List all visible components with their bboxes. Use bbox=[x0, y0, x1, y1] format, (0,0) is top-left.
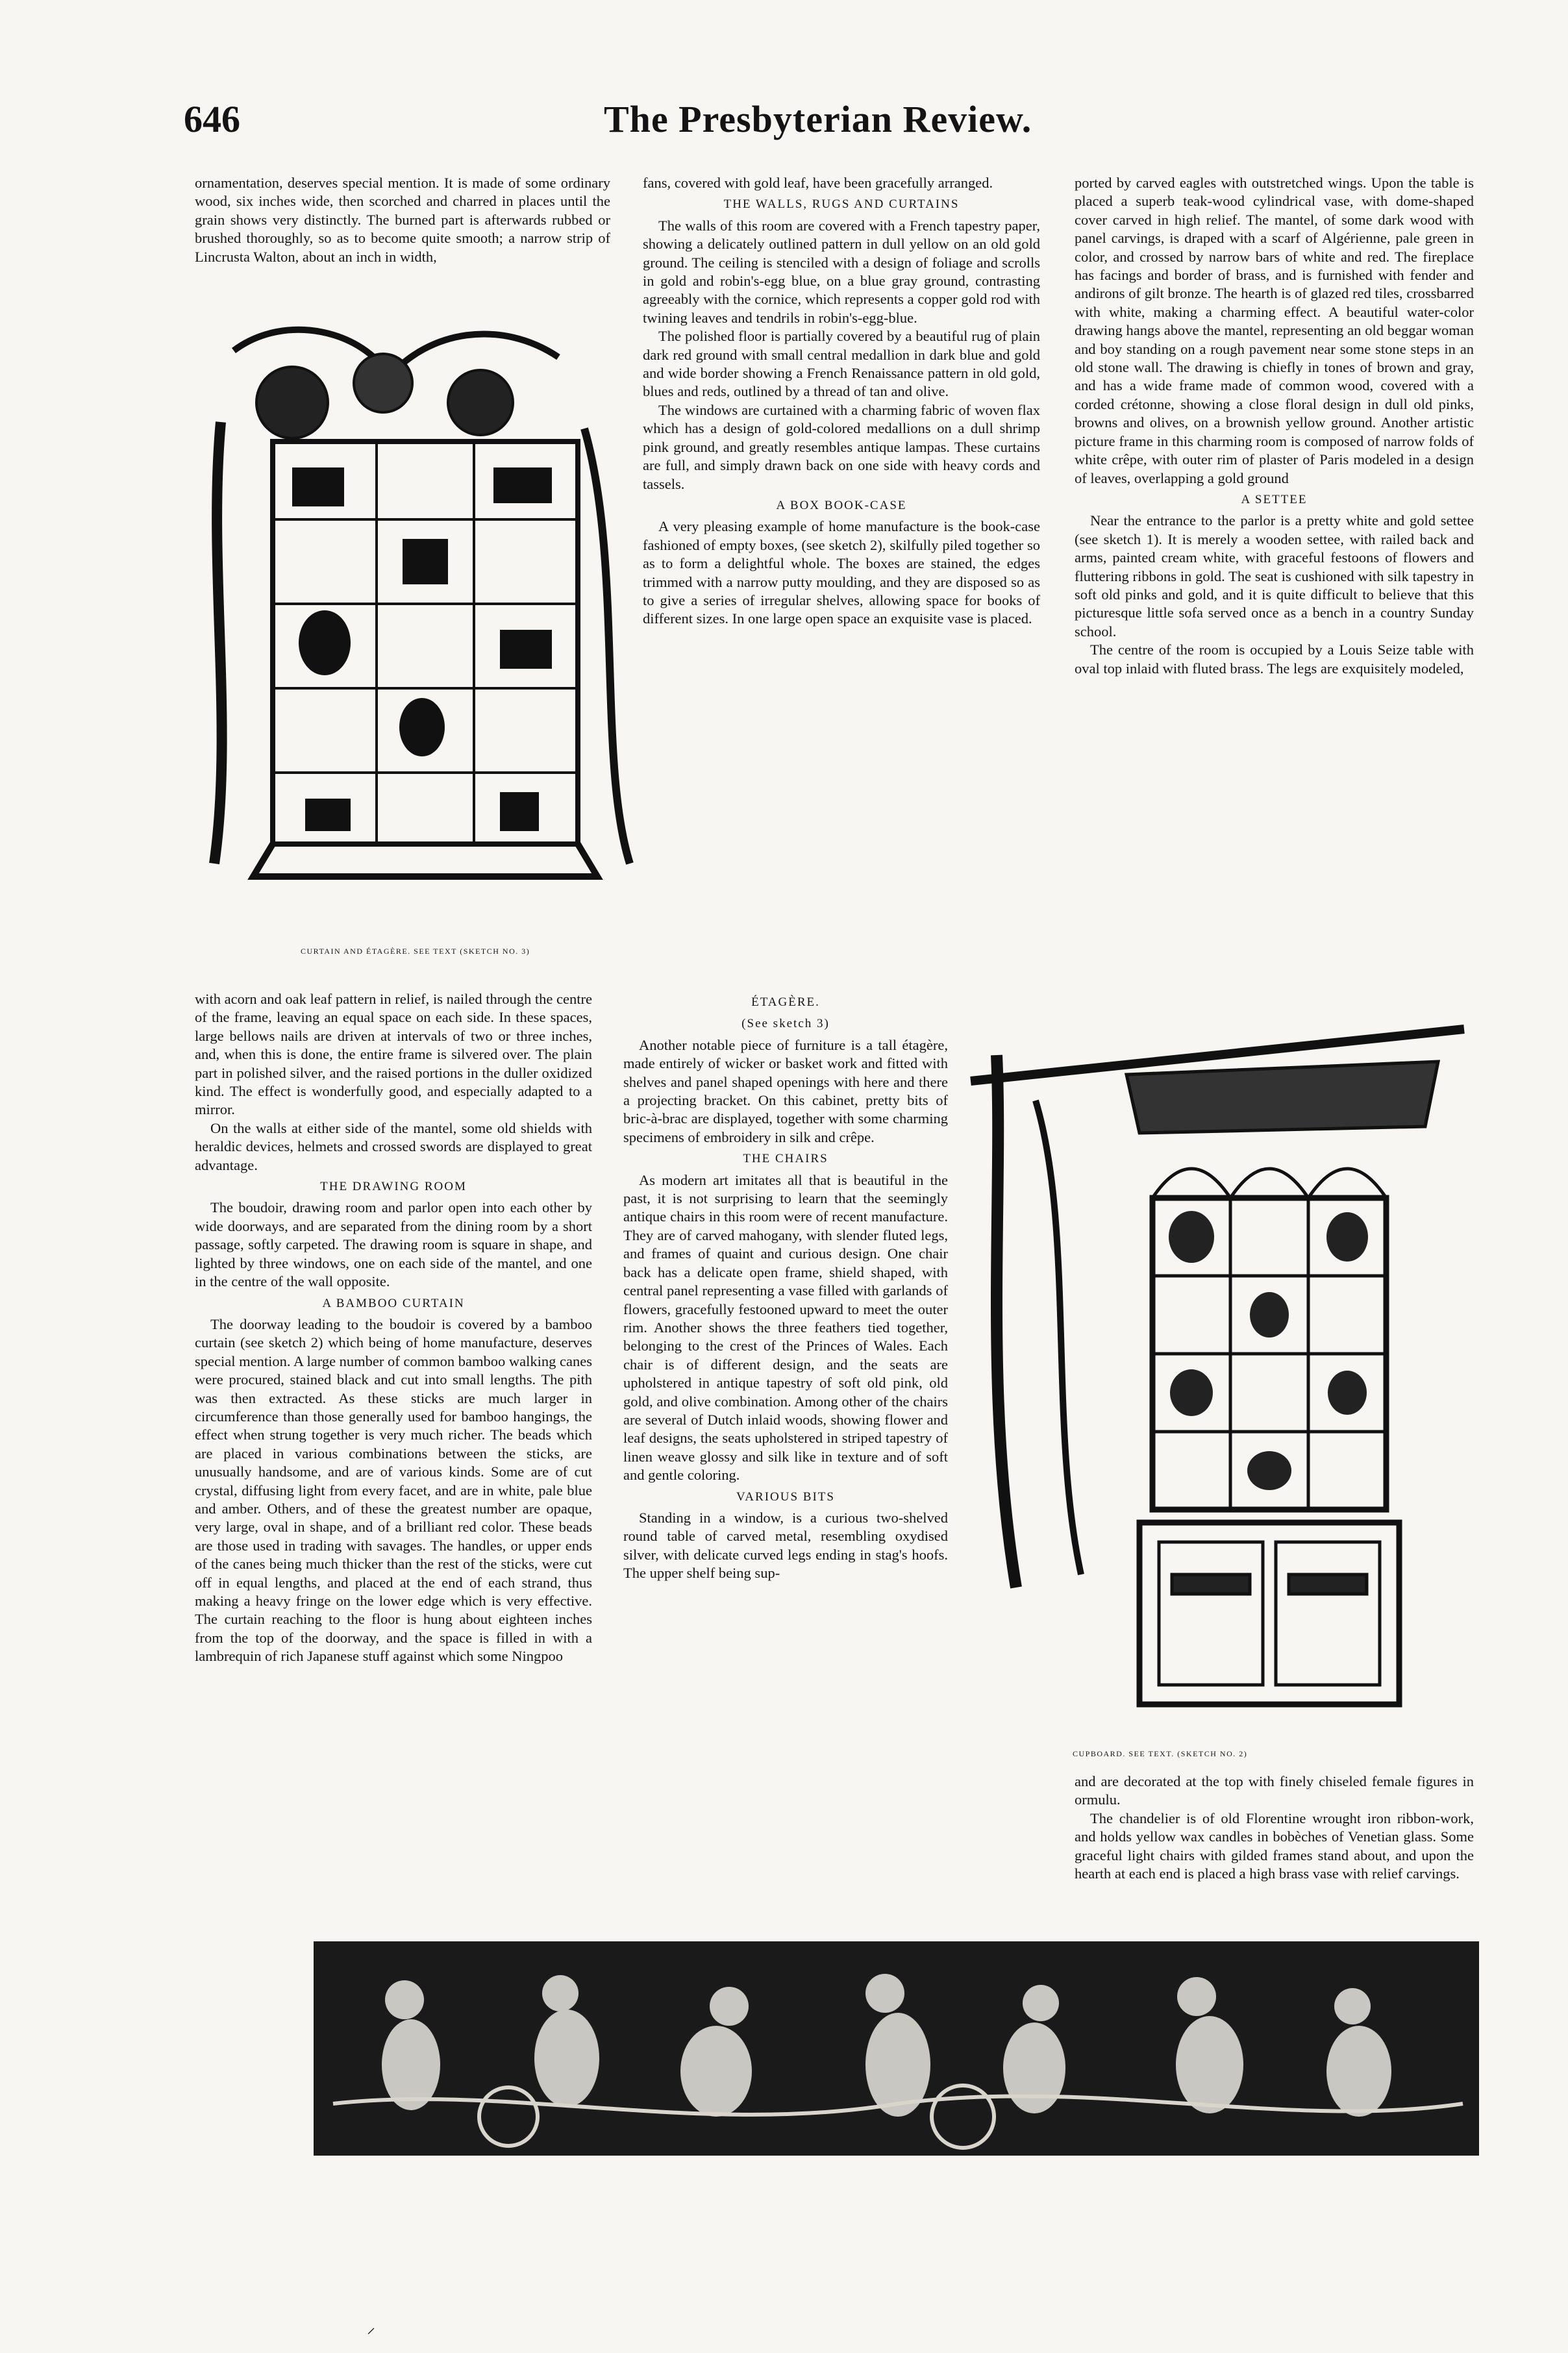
paragraph: ornamentation, deserves special mention. It is made of some ordinary wood, six inches wide, then scorched and charred in places until the grain shows very distinctly. The burned part is afterwards rubbed or brushed thoroughly, so as to become quite smooth; a narrow strip of Lincrusta Walton, about an inch in width, bbox=[195, 175, 610, 265]
section-heading: THE DRAWING ROOM bbox=[320, 1180, 467, 1194]
section-heading: A BAMBOO CURTAIN bbox=[322, 1296, 465, 1310]
paragraph: Standing in a window, is a curious two-shelved round table of carved metal, resembling oxydised silver, with delicate curved legs ending in stag's hoofs. The upper shelf being sup- bbox=[623, 1509, 948, 1582]
cherubs-frieze-illustration bbox=[314, 1941, 1479, 2156]
caption-sketch-2: CUPBOARD. SEE TEXT. (SKETCH NO. 2) bbox=[1073, 1749, 1248, 1758]
column-3-top bbox=[1075, 174, 1474, 678]
section-heading: VARIOUS BITS bbox=[736, 1489, 835, 1504]
section-heading: A SETTEE bbox=[1241, 492, 1308, 506]
page-number: 646 bbox=[184, 98, 240, 140]
cupboard-illustration bbox=[958, 1003, 1477, 1730]
paragraph: The chandelier is of old Florentine wrought iron ribbon-work, and holds yellow wax candles in bobèches of Venetian glass. Some graceful light chairs with gilded frames stand about, and upon the hearth at each end is placed a high brass vase with relief carvings. bbox=[1075, 1810, 1474, 1882]
section-subheading: (See sketch 3) bbox=[741, 1017, 830, 1031]
paragraph: The polished floor is partially covered by a beautiful rug of plain dark red ground with small central medallion in dark blue and gold and wide border showing a French Renaissance pattern in old gold, blues and reds, outlined by a thread of tan and olive. bbox=[643, 328, 1040, 400]
paragraph: The centre of the room is occupied by a Louis Seize table with oval top inlaid with fluted brass. The legs are exquisitely modeled, bbox=[1075, 641, 1474, 677]
running-title: The Presbyterian Review. bbox=[604, 98, 1032, 140]
column-2-top bbox=[643, 174, 1040, 629]
paragraph: The walls of this room are covered with a French tapestry paper, showing a delicately outlined pattern in dull yellow on an old gold ground. The ceiling is stenciled with a design of foliage and scrolls in gold and robin's-egg blue, on a blue gray ground, contrasting agreeably with the cornice, which represents a copper gold rod with twining leaves and tendrils in robin's-egg-blue. bbox=[643, 217, 1040, 326]
etagere-illustration bbox=[195, 305, 714, 935]
paragraph: The windows are curtained with a charming fabric of woven flax which has a design of gold-colored medallions on a dull shrimp pink ground, and greatly resembles antique lampas. These curtains are full, and simply drawn back on one side with heavy cords and tassels. bbox=[643, 401, 1040, 492]
paragraph: fans, covered with gold leaf, have been gracefully arranged. bbox=[643, 175, 993, 191]
column-1-top bbox=[195, 174, 610, 266]
paragraph: The boudoir, drawing room and parlor open into each other by wide doorways, and are separated from the dining room by a short passage, softly carpeted. The drawing room is square in shape, and lighted by three windows, one on each side of the mantel, and one in the centre of the wall opposite. bbox=[195, 1199, 592, 1290]
section-heading: A BOX BOOK-CASE bbox=[776, 498, 907, 512]
column-1-bottom bbox=[195, 990, 592, 1666]
paragraph: A very pleasing example of home manufacture is the book-case fashioned of empty boxes, (see sketch 2), skilfully piled together so as to form a delightful whole. The boxes are stained, the edges trimmed with a narrow putty moulding, and they are disposed so as to give a series of irregular shelves, allowing space for books of different sizes. In one large open space an exquisite vase is placed. bbox=[643, 518, 1040, 627]
paragraph: with acorn and oak leaf pattern in relief, is nailed through the centre of the frame, leaving an equal space on each side. In these spaces, large bellows nails are driven at intervals of two or three inches, and, when this is done, the entire frame is silvered over. The plain part in polished silver, and the raised portions in the duller oxidized kind. The effect is wonderfully good, and especially adapted to a mirror. bbox=[195, 991, 592, 1118]
section-heading: THE CHAIRS bbox=[743, 1152, 828, 1166]
paragraph: ported by carved eagles with outstretched wings. Upon the table is placed a superb teak-wood cylindrical vase, with dome-shaped cover carved in high relief. The mantel, of some dark wood with panel carvings, is draped with a scarf of Algérienne, pale green in color, and crossed by narrow bars of white and red. The fireplace has facings and border of brass, and is furnished with fender and andirons of gilt bronze. The hearth is of glazed red tiles, crossbarred with white, making a charming effect. A beautiful water-color drawing hangs above the mantel, representing an old beggar woman and boy standing on a rough pavement near some stone steps in an old stone wall. The drawing is chiefly in tones of brown and gray, and has a wide frame made of common wood, covered with a corded crétonne, showing a close floral design in dull old pinks, browns and olives, on a brownish yellow ground. Another artistic picture frame in this charming room is composed of narrow folds of white crêpe, with outer rim of plaster of Paris modeled in a design of leaves, overlapping a gold ground bbox=[1075, 175, 1474, 486]
paragraph: Near the entrance to the parlor is a pretty white and gold settee (see sketch 1). It is merely a wooden settee, with railed back and arms, painted cream white, with graceful festoons of flowers and fluttering ribbons in gold. The seat is cushioned with silk tapestry in soft old pinks and gold, and it is quite difficult to believe that this picturesque little sofa served once as a bench in a country Sunday school. bbox=[1075, 512, 1474, 640]
paragraph: The doorway leading to the boudoir is covered by a bamboo curtain (see sketch 2) which being of home manufacture, deserves special mention. A large number of common bamboo walking canes were procured, stained black and cut into small lengths. The pith was then extracted. As these sticks are much larger in circumference than those generally used for bamboo hangings, the effect when strung together is very much richer. The beads which are placed in various combinations between the sticks, are unusually handsome, and are of various kinds. Some are of cut crystal, diffusing light from every facet, and are in white, pale blue and amber. Others, and of these the greatest number are opaque, very large, oval in shape, and of a brilliant red color. These beads are those used in trading with savages. The handles, or upper ends of the canes being much thicker than the rest of the sticks, were cut off in equal lengths, and placed at the end of each strand, thus making a heavy fringe on the lower edge which is very effective. The curtain reaching to the floor is hung about eighteen inches from the top of the doorway, and the space is filled in with a lambrequin of rich Japanese stuff against which some Ningpoo bbox=[195, 1315, 592, 1665]
section-heading: ÉTAGÈRE. bbox=[751, 995, 820, 1009]
paragraph: Another notable piece of furniture is a tall étagère, made entirely of wicker or basket work and fitted with shelves and panel shaped openings with here and there a projecting bracket. On this cabinet, pretty bits of bric-à-brac are displayed, together with some charming specimens of embroidery in silk and crêpe. bbox=[623, 1036, 948, 1145]
paragraph: On the walls at either side of the mantel, some old shields with heraldic devices, helmets and crossed swords are displayed to great advantage. bbox=[195, 1119, 592, 1173]
paragraph: and are decorated at the top with finely chiseled female figures in ormulu. bbox=[1075, 1773, 1474, 1808]
column-3-bottom bbox=[1075, 1773, 1474, 1883]
caption-sketch-3: CURTAIN AND ÉTAGÈRE. SEE TEXT (SKETCH NO. 3) bbox=[301, 947, 530, 956]
section-heading: THE WALLS, RUGS AND CURTAINS bbox=[723, 197, 960, 212]
column-2-bottom bbox=[623, 990, 948, 1583]
paragraph: As modern art imitates all that is beautiful in the past, it is not surprising to learn that the seemingly antique chairs in this room were of recent manufacture. They are of carved mahogany, with slender fluted legs, and frames of quaint and curious design. One chair back has a delicate open frame, shield shaped, with central panel representing a vase filled with garlands of flowers, gracefully festooned upward to meet the outer rim. Another shows the three feathers tied together, belonging to the crest of the Princes of Wales. Each chair is of different design, and the seats are upholstered in antique tapestry of soft old pink, old gold, and olive combination. Among other of the chairs are several of Dutch inlaid woods, showing flower and leaf designs, the seats upholstered in striped tapestry of linen weave glossy and silk like in texture and of soft and gentle coloring. bbox=[623, 1171, 948, 1484]
margin-mark: ⸝ bbox=[367, 2318, 376, 2337]
